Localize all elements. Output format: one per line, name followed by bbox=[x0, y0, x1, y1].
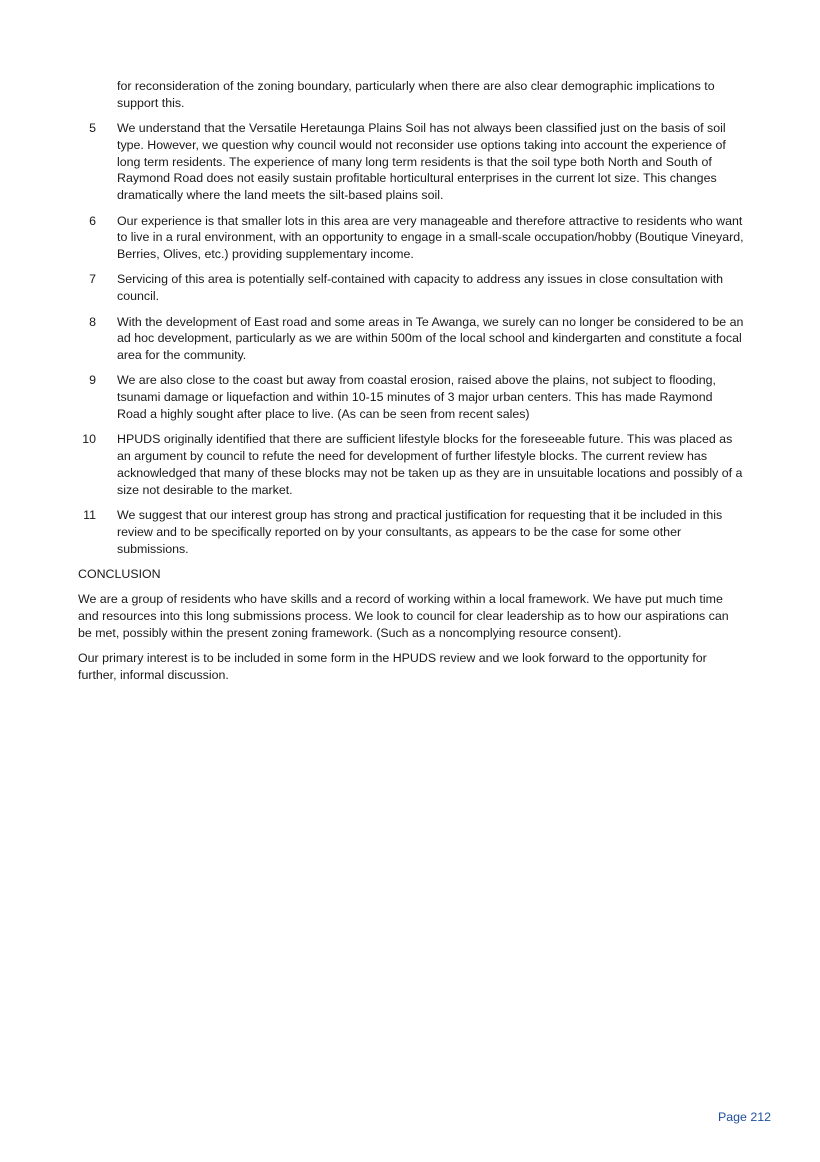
item-text: We understand that the Versatile Heretaunga Plains Soil has not always been classified just on the basis of soil type. However, we question why council would not reconsider use options taking into account the experience of long term residents. The experience of many long term residents is that the soil type both North and South of Raymond Road does not easily sustain profitable horticultural enterprises in the current lot size. This changes dramatically where the land meets the silt-based plains soil. bbox=[117, 121, 726, 203]
list-item bbox=[78, 120, 744, 204]
list-item bbox=[78, 372, 744, 422]
conclusion-paragraph: We are a group of residents who have skills and a record of working within a local framework. We have put much time and resources into this long submissions process. We look to council for clear leadership as to how our aspirations can be met, possibly within the present zoning framework. (Such as a noncomplying resource consent). bbox=[78, 592, 729, 640]
page-number: Page 212 bbox=[717, 1110, 771, 1124]
item-number: 11 bbox=[83, 508, 96, 523]
list-item bbox=[78, 507, 744, 557]
conclusion-paragraph: Our primary interest is to be included in some form in the HPUDS review and we look forward to the opportunity for further, informal discussion. bbox=[78, 651, 707, 682]
item-number: 10 bbox=[82, 432, 96, 447]
list-item bbox=[78, 314, 744, 364]
numbered-points-list bbox=[78, 120, 744, 557]
item-number: 5 bbox=[89, 121, 96, 136]
list-item bbox=[78, 213, 744, 263]
page-content bbox=[78, 78, 744, 692]
item-text: With the development of East road and some areas in Te Awanga, we surely can no longer be considered to be an ad hoc development, particularly as we are within 500m of the local school and kindergarten and constitute a focal area for the community. bbox=[117, 314, 744, 363]
item-text: Servicing of this area is potentially self-contained with capacity to address any issues in close consultation with council. bbox=[117, 272, 724, 304]
item-text: HPUDS originally identified that there are sufficient lifestyle blocks for the foreseeable future. This was placed as an argument by council to refute the need for development of further lifestyle blocks. The current review has acknowledged that many of these blocks may not be taken up as they are in unsuitable locations and possibly of a size not desirable to the market. bbox=[117, 432, 743, 497]
item-text: Our experience is that smaller lots in this area are very manageable and therefore attractive to residents who want to live in a rural environment, with an opportunity to engage in a small-scale occupation/hobby (Boutique Vineyard, Berries, Olives, etc.) providing supplementary income. bbox=[117, 213, 744, 262]
item-number: 6 bbox=[89, 213, 96, 228]
list-item bbox=[78, 271, 744, 305]
item-number: 9 bbox=[89, 373, 96, 388]
item-number: 7 bbox=[89, 272, 96, 287]
continued-paragraph: for reconsideration of the zoning boundary, particularly when there are also clear demographic implications to support this. bbox=[117, 79, 715, 110]
item-number: 8 bbox=[89, 314, 96, 329]
conclusion-heading: CONCLUSION bbox=[78, 566, 161, 581]
list-item bbox=[78, 431, 744, 498]
item-text: We are also close to the coast but away from coastal erosion, raised above the plains, not subject to flooding, tsunami damage or liquefaction and within 10-15 minutes of 3 major urban centers. This has made Raymond Road a highly sought after place to live. (As can be seen from recent sales) bbox=[117, 373, 716, 422]
item-text: We suggest that our interest group has strong and practical justification for requesting that it be included in this review and to be specifically reported on by your consultants, as appears to be the case for some other submissions. bbox=[117, 508, 723, 556]
